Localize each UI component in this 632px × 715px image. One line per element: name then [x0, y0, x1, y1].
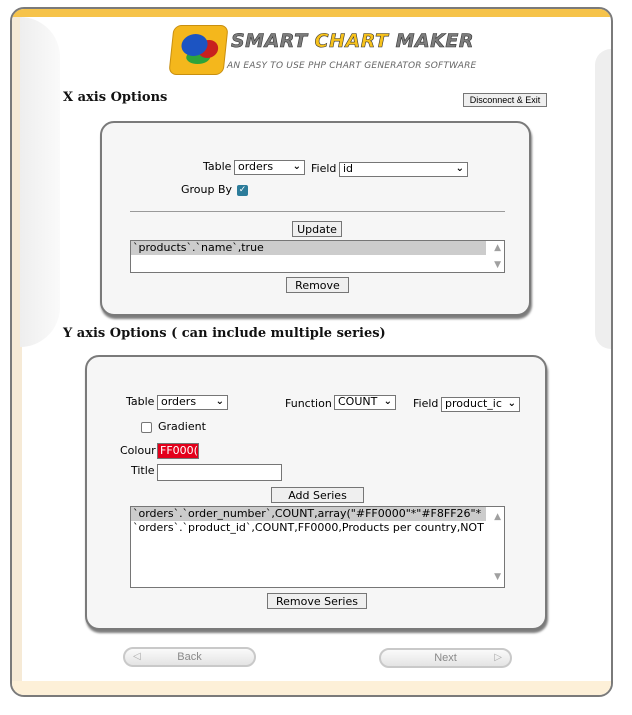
decor-swoosh-left — [20, 17, 60, 347]
chevron-down-icon: ⌄ — [455, 163, 464, 174]
scroll-down-icon[interactable]: ▼ — [494, 572, 501, 582]
group-by-label: Group By — [181, 183, 233, 196]
x-axis-title: X axis Options — [63, 90, 168, 105]
function-label: Function — [285, 397, 332, 410]
title-input[interactable] — [157, 464, 282, 481]
logo-title-smart: SMART — [231, 30, 315, 52]
scroll-up-icon[interactable]: ▲ — [494, 243, 501, 253]
back-button[interactable] — [123, 647, 256, 667]
logo-title-maker: MAKER — [388, 30, 475, 52]
list-item[interactable]: `orders`.`product_id`,COUNT,FF0000,Products per country,NOT — [133, 521, 484, 534]
decor-swoosh-right — [595, 49, 611, 349]
next-button-label: Next — [434, 652, 457, 664]
x-field-select-value: id — [343, 162, 354, 175]
back-arrow-icon: ◁ — [133, 651, 141, 662]
y-table-select[interactable] — [157, 395, 228, 410]
series-listbox[interactable] — [130, 506, 505, 588]
x-table-select-value: orders — [238, 160, 274, 173]
next-button[interactable] — [379, 648, 512, 668]
x-field-label: Field — [311, 162, 337, 175]
update-button[interactable]: Update — [292, 221, 342, 237]
x-table-label: Table — [203, 160, 232, 173]
y-table-select-value: orders — [161, 395, 197, 408]
remove-button[interactable]: Remove — [286, 277, 349, 293]
y-axis-title: Y axis Options ( can include multiple series) — [63, 326, 386, 341]
list-item[interactable]: `orders`.`order_number`,COUNT,array("#FF0000"*"#F8FF26"* — [131, 507, 486, 521]
gradient-checkbox[interactable] — [141, 422, 152, 433]
list-item[interactable]: `products`.`name`,true — [131, 241, 486, 255]
x-table-select[interactable] — [234, 160, 305, 175]
group-by-checkbox[interactable] — [237, 185, 248, 196]
colour-label: Colour — [120, 444, 156, 457]
next-arrow-icon: ▷ — [494, 652, 502, 663]
gradient-label: Gradient — [158, 420, 206, 433]
logo-title — [231, 30, 474, 52]
title-label: Title — [131, 464, 155, 477]
x-axis-listbox[interactable] — [130, 240, 505, 273]
remove-series-button[interactable]: Remove Series — [267, 593, 367, 609]
y-field-select[interactable] — [441, 397, 520, 412]
x-field-select[interactable] — [339, 162, 468, 177]
y-field-select-value: product_ic — [445, 397, 502, 410]
y-field-label: Field — [413, 397, 439, 410]
chevron-down-icon: ⌄ — [383, 396, 392, 407]
scroll-down-icon[interactable]: ▼ — [494, 260, 501, 270]
frame-top-bar — [12, 9, 611, 17]
function-select[interactable] — [334, 395, 396, 410]
disconnect-exit-button[interactable]: Disconnect & Exit — [463, 93, 547, 107]
back-button-label: Back — [177, 651, 202, 663]
chevron-down-icon: ⌄ — [215, 396, 224, 407]
logo-tagline: AN EASY TO USE PHP CHART GENERATOR SOFTWARE — [227, 61, 477, 71]
colour-input[interactable]: FF000( — [157, 443, 199, 459]
pie-chart-logo-icon — [168, 25, 228, 75]
x-axis-divider — [130, 211, 505, 212]
y-table-label: Table — [126, 395, 155, 408]
frame-bottom-bar — [12, 681, 611, 695]
logo-title-chart: CHART — [314, 30, 389, 52]
chevron-down-icon: ⌄ — [292, 161, 301, 172]
add-series-button[interactable]: Add Series — [271, 487, 364, 503]
scroll-up-icon[interactable]: ▲ — [494, 512, 501, 522]
function-select-value: COUNT — [338, 395, 378, 408]
check-icon: ✓ — [238, 185, 247, 195]
app-logo — [171, 25, 477, 77]
chevron-down-icon: ⌄ — [507, 398, 516, 409]
